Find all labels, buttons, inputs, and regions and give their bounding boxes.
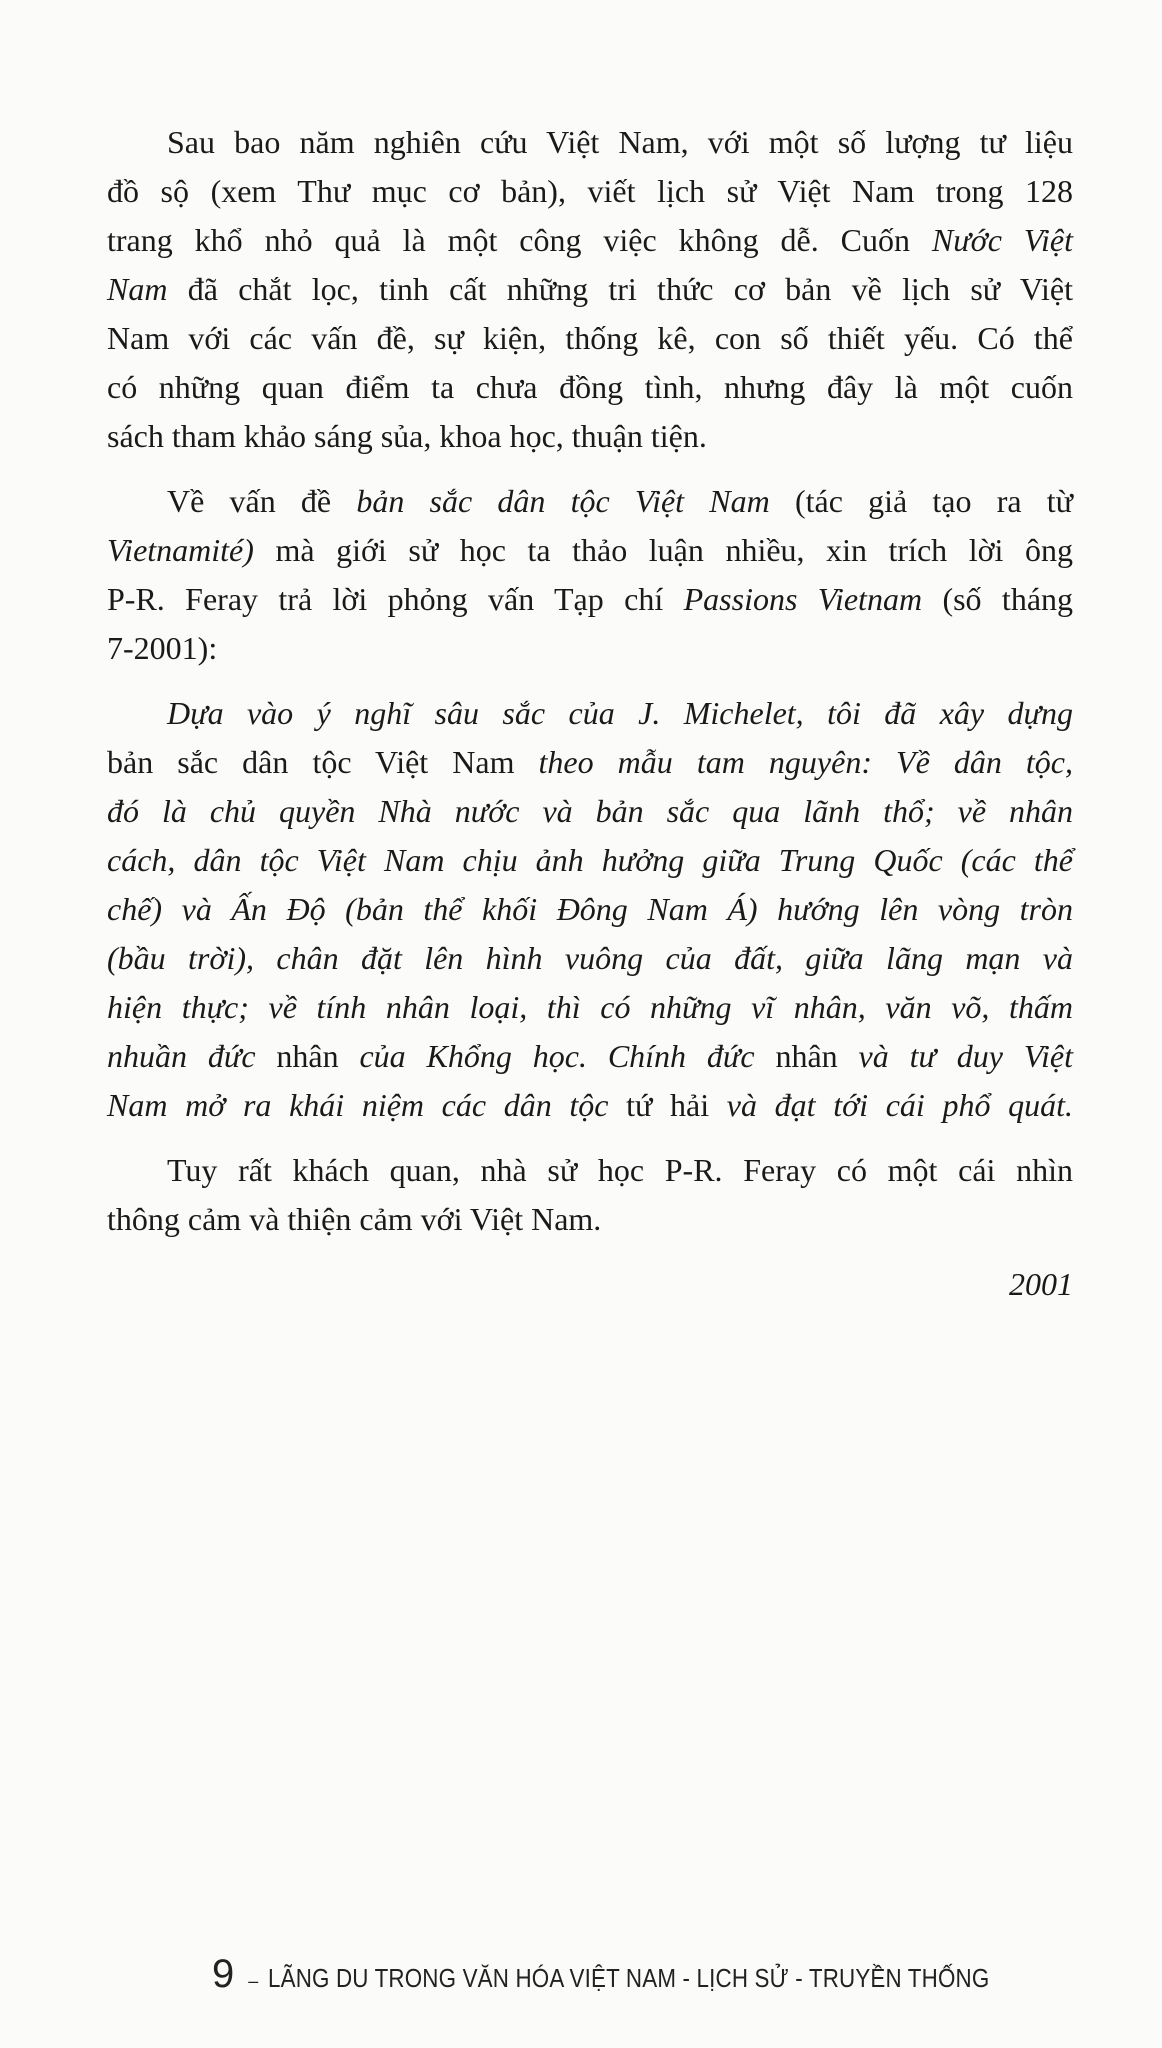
text-segment: nhân xyxy=(754,1038,859,1074)
text-line xyxy=(107,216,1073,265)
text-line xyxy=(107,412,1073,461)
italic-text: Vietnamité) xyxy=(107,532,254,568)
italic-text: Nam xyxy=(107,271,168,307)
italic-text: nhuần đức xyxy=(107,1038,256,1074)
italic-text: (bầu trời), chân đặt lên hình vuông của đất, giữa lãng mạn và xyxy=(107,940,1073,976)
text-line xyxy=(107,836,1073,885)
text-line xyxy=(107,1146,1073,1195)
paragraph xyxy=(107,477,1073,673)
text-segment: (tác giả tạo ra từ xyxy=(769,483,1074,519)
paragraphs xyxy=(107,118,1073,1244)
italic-text: và tư duy Việt xyxy=(858,1038,1074,1074)
text-segment: (số tháng xyxy=(922,581,1074,617)
text-line xyxy=(107,265,1073,314)
text-segment: mà giới sử học ta thảo luận nhiều, xin trích lời ông xyxy=(253,532,1073,568)
text-line xyxy=(107,526,1073,575)
italic-text: hiện thực; về tính nhân loại, thì có những vĩ nhân, văn võ, thấm xyxy=(107,989,1073,1025)
text-line xyxy=(107,1032,1073,1081)
italic-text: Nước Việt xyxy=(931,222,1074,258)
page-footer xyxy=(212,1952,1107,1997)
text-segment: P-R. Feray trả lời phỏng vấn Tạp chí xyxy=(107,581,684,617)
text-segment: thông cảm và thiện cảm với Việt Nam. xyxy=(107,1201,602,1237)
text-segment: 7-2001): xyxy=(107,630,218,666)
text-line xyxy=(107,738,1073,787)
page-number: 9 xyxy=(212,1952,235,1996)
text-segment: Tuy rất khách quan, nhà sử học P-R. Feray có một cái nhìn xyxy=(167,1152,1073,1188)
italic-text: Dựa vào ý nghĩ sâu sắc của J. Michelet, tôi đã xây dựng xyxy=(167,695,1073,731)
italic-text: Passions Vietnam xyxy=(683,581,923,617)
book-title: LÃNG DU TRONG VĂN HÓA VIỆT NAM - LỊCH SỬ - TRUYỀN THỐNG xyxy=(268,1963,990,1993)
page-body xyxy=(107,118,1073,1309)
paragraph xyxy=(107,689,1073,1130)
italic-text: bản sắc dân tộc Việt Nam xyxy=(356,483,770,519)
text-line xyxy=(107,624,1073,673)
italic-text: cách, dân tộc Việt Nam chịu ảnh hưởng giữa Trung Quốc (các thể xyxy=(107,842,1073,878)
text-segment: có những quan điểm ta chưa đồng tình, nhưng đây là một cuốn xyxy=(107,369,1073,405)
text-line xyxy=(107,1081,1073,1130)
text-segment: Về vấn đề xyxy=(167,483,357,519)
text-line xyxy=(107,689,1073,738)
text-segment: trang khổ nhỏ quả là một công việc không dễ. Cuốn xyxy=(107,222,932,258)
italic-text: chế) và Ấn Độ (bản thể khối Đông Nam Á) hướng lên vòng tròn xyxy=(107,891,1073,927)
text-segment: đồ sộ (xem Thư mục cơ bản), viết lịch sử Việt Nam trong 128 xyxy=(107,173,1073,209)
text-line xyxy=(107,363,1073,412)
text-segment: Nam với các vấn đề, sự kiện, thống kê, con số thiết yếu. Có thể xyxy=(107,320,1073,356)
text-line xyxy=(107,314,1073,363)
paragraph xyxy=(107,118,1073,461)
italic-text: Nam mở ra khái niệm các dân tộc xyxy=(107,1087,609,1123)
italic-text: và đạt tới cái phổ quát. xyxy=(726,1087,1073,1123)
text-line xyxy=(107,934,1073,983)
footer-separator: – xyxy=(248,1971,259,1991)
text-line xyxy=(107,983,1073,1032)
italic-text: đó là chủ quyền Nhà nước và bản sắc qua lãnh thổ; về nhân xyxy=(107,793,1073,829)
text-line xyxy=(107,1195,1073,1244)
text-line xyxy=(107,885,1073,934)
text-segment: đã chắt lọc, tinh cất những tri thức cơ bản về lịch sử Việt xyxy=(167,271,1073,307)
text-line xyxy=(107,477,1073,526)
date: 2001 xyxy=(1009,1266,1073,1302)
text-segment: nhân xyxy=(255,1038,360,1074)
text-segment: sách tham khảo sáng sủa, khoa học, thuận tiện. xyxy=(107,418,707,454)
italic-text: của Khổng học. Chính đức xyxy=(359,1038,755,1074)
text-line xyxy=(107,118,1073,167)
text-line xyxy=(107,787,1073,836)
text-line xyxy=(107,167,1073,216)
paragraph xyxy=(107,1146,1073,1244)
italic-text: theo mẫu tam nguyên: Về dân tộc, xyxy=(538,744,1074,780)
text-segment: Sau bao năm nghiên cứu Việt Nam, với một số lượng tư liệu xyxy=(167,124,1073,160)
text-segment: bản sắc dân tộc Việt Nam xyxy=(107,744,539,780)
text-segment: tứ hải xyxy=(608,1087,727,1123)
text-line xyxy=(107,575,1073,624)
